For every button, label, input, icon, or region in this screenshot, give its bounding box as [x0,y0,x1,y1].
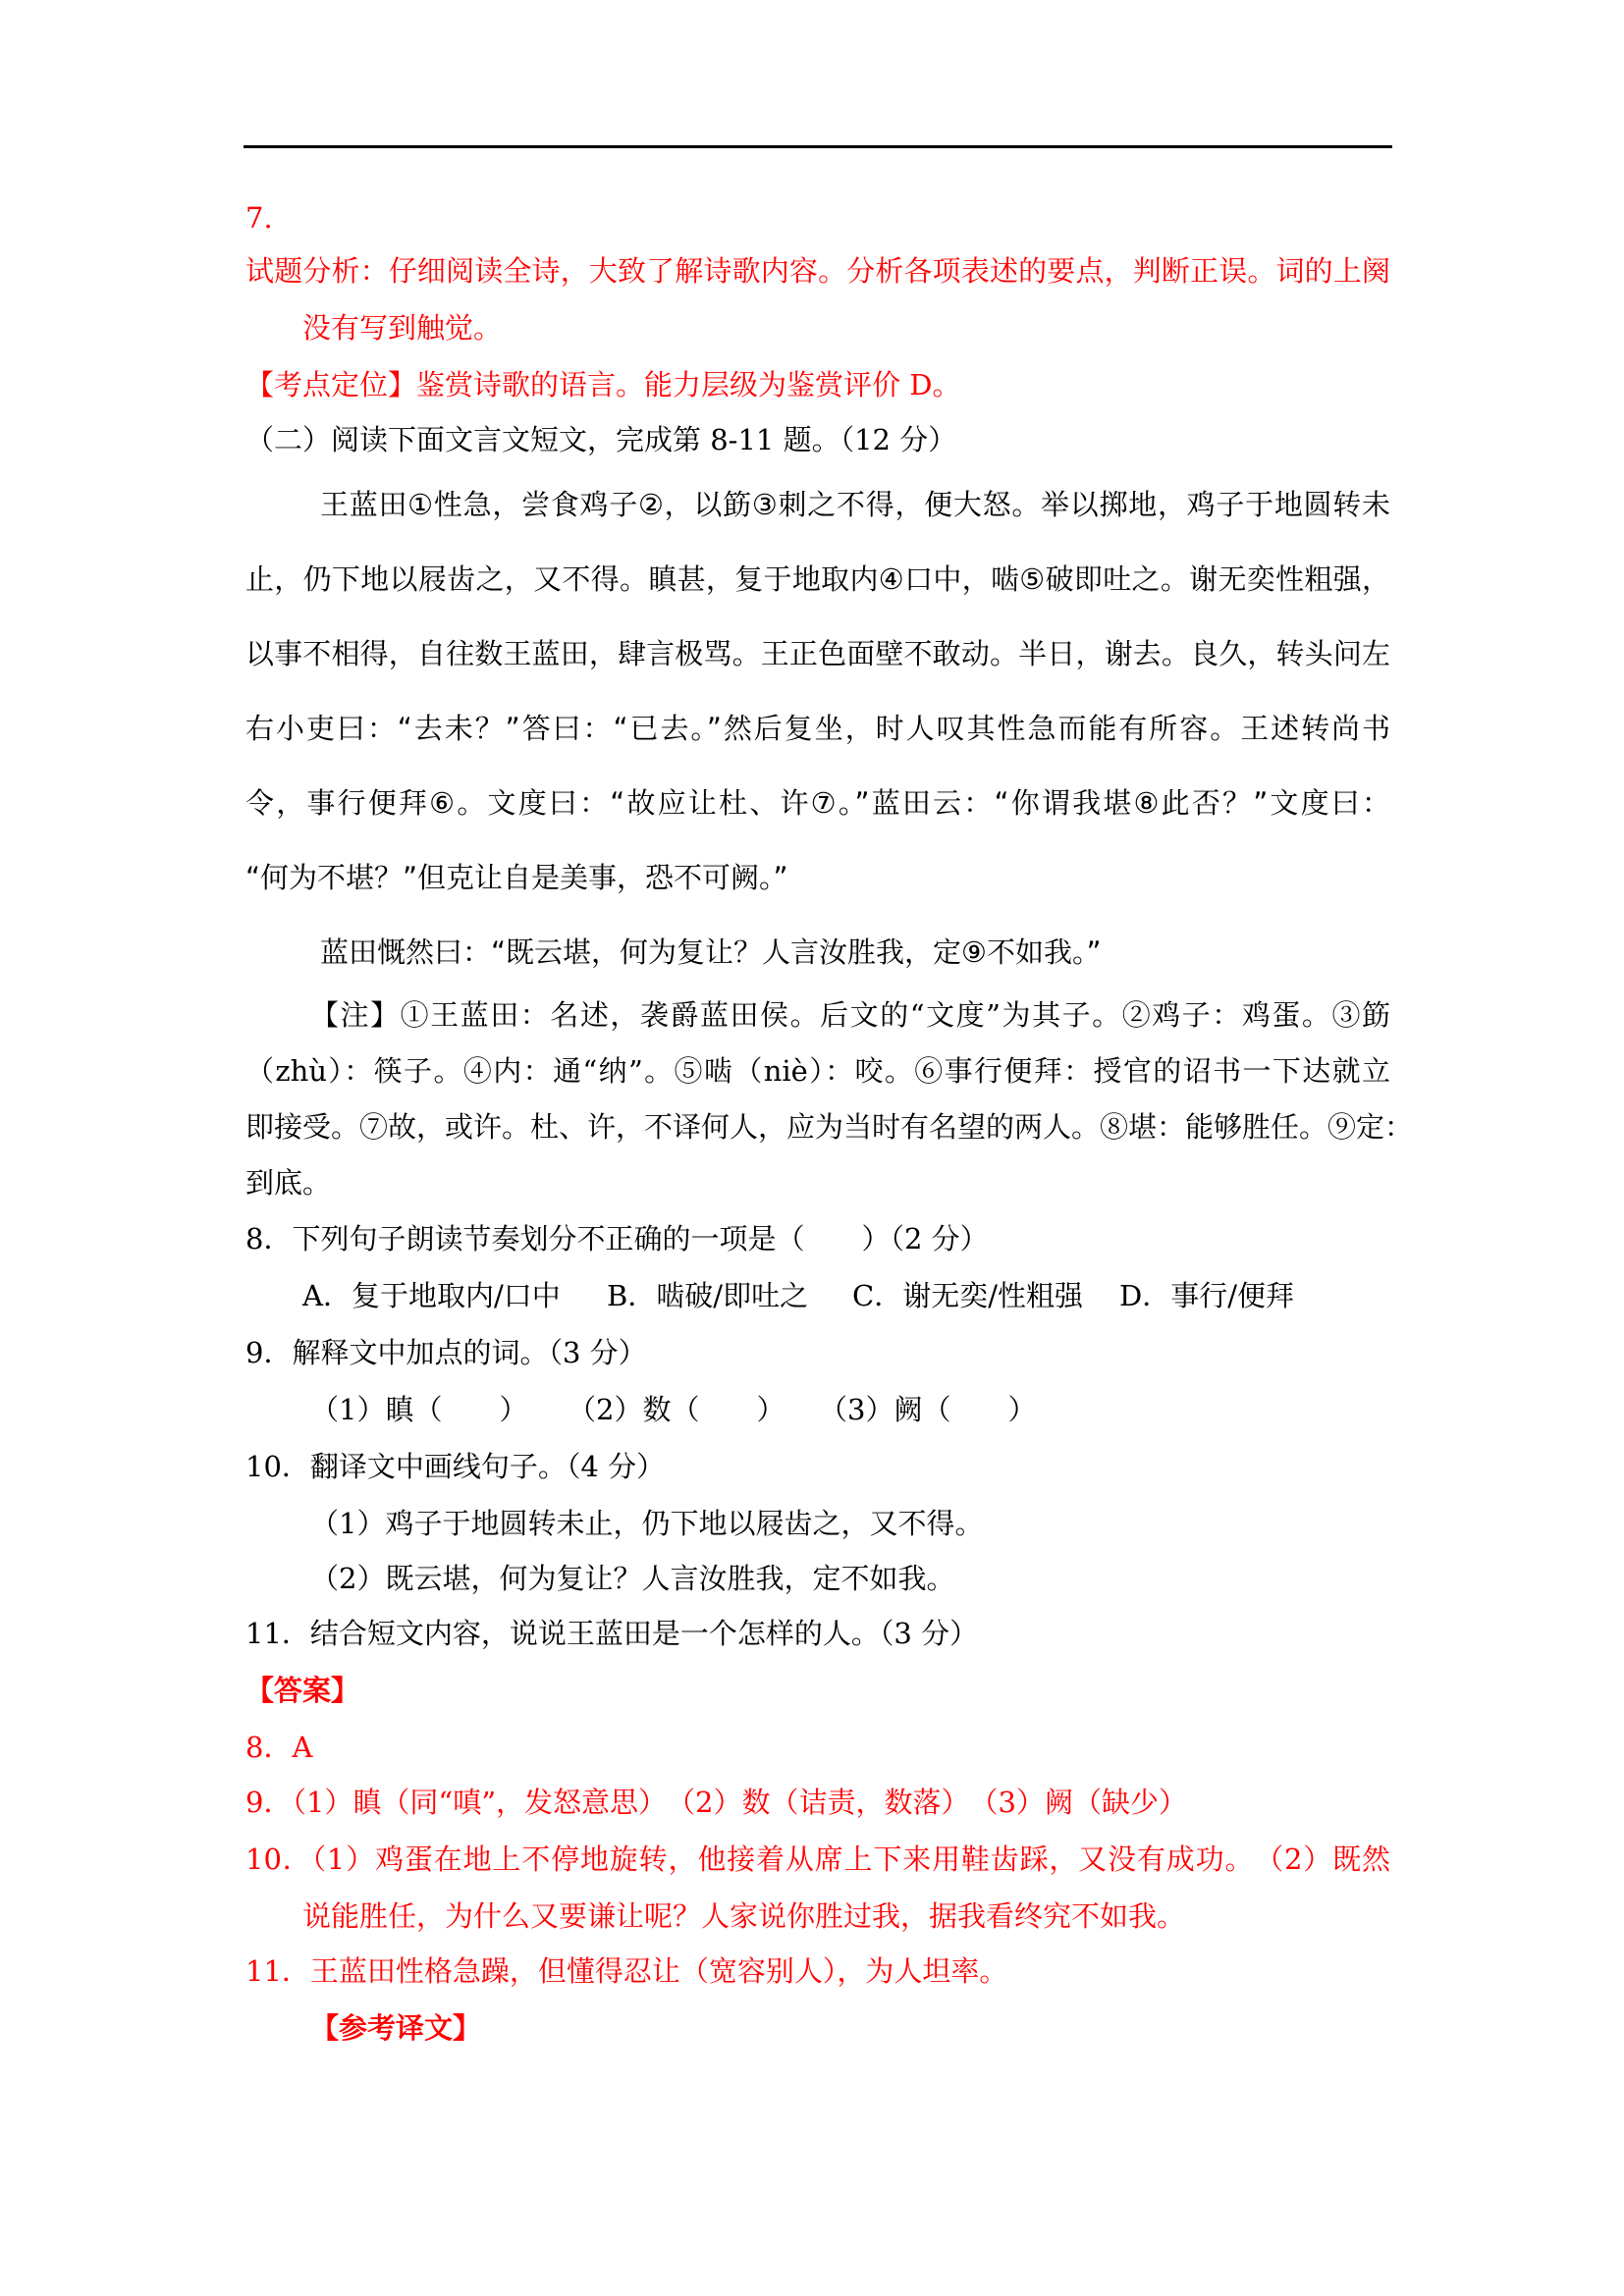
answer-11: 11．王蓝田性格急躁，但懂得忍让（宽容别人），为人坦率。 [245,1954,1008,1988]
q10-item-2: （2）既云堪，何为复让？人言汝胜我，定不如我。 [310,1562,955,1595]
notes-line-1: 【注】①王蓝田：名述，袭爵蓝田侯。后文的“文度”为其子。②鸡子：鸡蛋。③筯 [310,998,1390,1032]
answers-heading: 【答案】 [245,1674,360,1707]
answer-10-line-2: 说能胜任，为什么又要谦让呢？人家说你胜过我，据我看终究不如我。 [302,1899,1186,1933]
passage-line-3: 以事不相得，自往数王蓝田，肆言极骂。王正色面壁不敢动。半日，谢去。良久，转头问左 [245,637,1390,670]
q9-item-3: （3）阙（ ） [819,1393,1037,1426]
section-heading: （二）阅读下面文言文短文，完成第 8-11 题。（12 分） [245,423,957,456]
q7-kaodian: 【考点定位】鉴赏诗歌的语言。能力层级为鉴赏评价 D。 [245,368,961,401]
q8-option-d: D．事行/便拜 [1119,1279,1295,1312]
q10-stem: 10．翻译文中画线句子。（4 分） [245,1450,666,1483]
q8-stem: 8．下列句子朗读节奏划分不正确的一项是（ ）（2 分） [245,1222,989,1255]
q9-item-2: （2）数（ ） [568,1393,785,1426]
answer-9: 9．（1）瞋（同“嗔”，发怒意思） （2）数（诘责，数落） （3）阙（缺少） [245,1786,1187,1819]
answer-8: 8．A [245,1731,313,1764]
answer-10-line-1: 10．（1）鸡蛋在地上不停地旋转，他接着从席上下来用鞋齿踩，又没有成功。 （2）既然 [245,1842,1390,1876]
q8-option-b: B．啮破/即吐之 [607,1279,809,1312]
passage-line-5: 令，事行便拜⑥。文度曰：“故应让杜、许⑦。”蓝田云：“你谓我堪⑧此否？”文度曰： [245,786,1390,820]
q9-stem: 9．解释文中加点的词。（3 分） [245,1336,647,1369]
q7-analysis-line-2: 没有写到触觉。 [302,311,503,345]
translation-heading: 【参考译文】 [310,2011,482,2045]
q8-option-c: C．谢无奕/性粗强 [852,1279,1083,1312]
q9-item-1: （1）瞋（ ） [310,1393,528,1426]
q8-option-a: A．复于地取内/口中 [302,1279,561,1312]
passage-line-1: 王蓝田①性急，尝食鸡子②，以筯③刺之不得，便大怒。举以掷地，鸡子于地圆转未 [320,488,1390,521]
q7-analysis-line-1: 试题分析：仔细阅读全诗，大致了解诗歌内容。分析各项表述的要点，判断正误。词的上阕 [245,254,1390,288]
passage-line-6: “何为不堪？”但克让自是美事，恐不可阙。” [245,861,788,894]
notes-line-2: （zhù）：筷子。④内：通“纳”。⑤啮（niè）：咬。⑥事行便拜：授官的诏书一下达就立 [245,1054,1390,1088]
passage-line-7: 蓝田慨然曰：“既云堪，何为复让？人言汝胜我，定⑨不如我。” [320,935,1102,969]
header-rule [244,145,1392,148]
passage-line-2: 止，仍下地以屐齿之，又不得。瞋甚，复于地取内④口中，啮⑤破即吐之。谢无奕性粗强， [245,562,1390,596]
notes-line-3: 即接受。⑦故，或许。杜、许，不译何人，应为当时有名望的两人。⑧堪：能够胜任。⑨定： [245,1110,1414,1144]
q11-stem: 11．结合短文内容，说说王蓝田是一个怎样的人。（3 分） [245,1617,979,1650]
notes-line-4: 到底。 [245,1166,332,1200]
q10-item-1: （1）鸡子于地圆转未止，仍下地以屐齿之，又不得。 [310,1507,984,1540]
q7-number: 7. [245,201,273,235]
passage-line-4: 右小吏曰：“去未？”答曰：“已去。”然后复坐，时人叹其性急而能有所容。王述转尚书 [245,712,1390,745]
